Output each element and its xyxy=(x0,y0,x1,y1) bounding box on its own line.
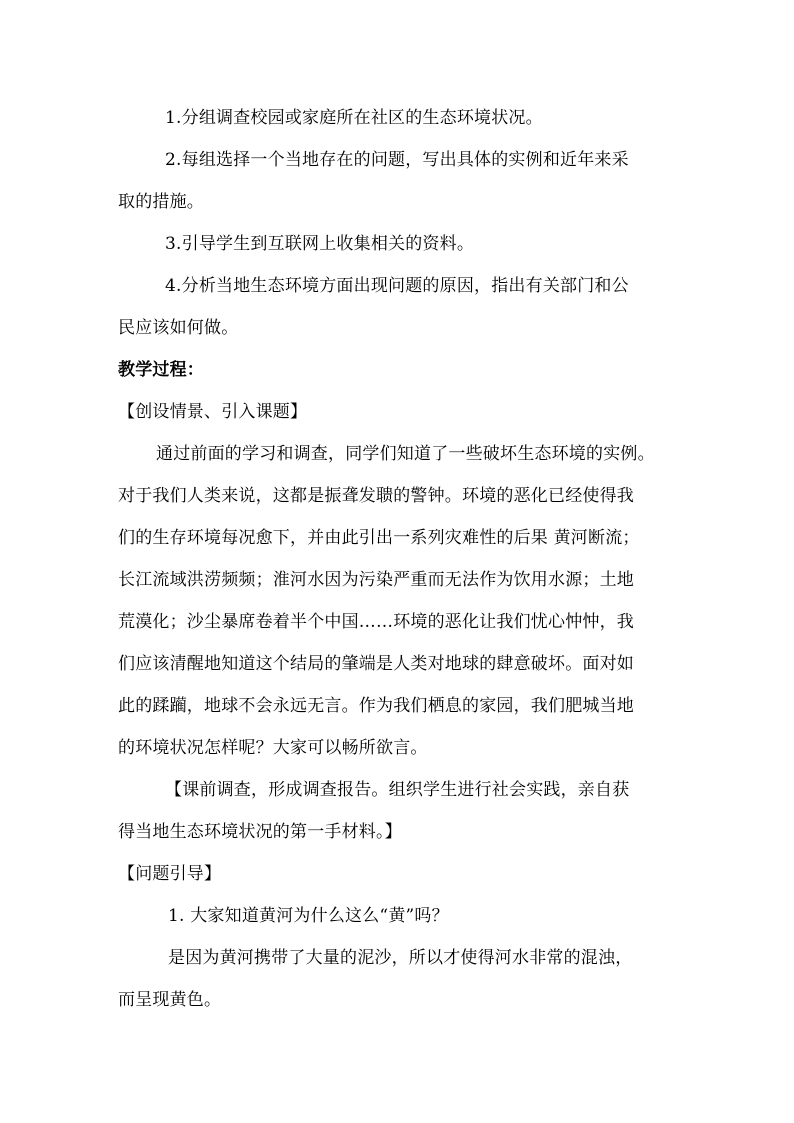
guide-question: 1. 大家知道黄河为什么这么“黄”吗？ xyxy=(168,906,449,926)
intro-paragraph-line: 们的生存环境每况愈下，并由此引出一系列灾难性的后果 黄河断流； xyxy=(118,528,640,548)
heading-teaching-process: 教学过程： xyxy=(118,360,204,380)
survey-note-line1: 【课前调查，形成调查报告。组织学生进行社会实践，亲自获 xyxy=(165,780,630,800)
list-item-4-line2: 民应该如何做。 xyxy=(118,318,239,338)
intro-paragraph-line: 此的蹂躏，地球不会永远无言。作为我们栖息的家园，我们肥城当地 xyxy=(118,696,634,716)
list-item-3: 3.引导学生到互联网上收集相关的资料。 xyxy=(165,234,475,254)
section-intro-heading: 【创设情景、引入课题】 xyxy=(118,402,308,422)
intro-paragraph-line: 荒漠化；沙尘暴席卷着半个中国……环境的恶化让我们忧心忡忡，我 xyxy=(118,612,634,632)
intro-paragraph-line: 长江流域洪涝频频；淮河水因为污染严重而无法作为饮用水源；土地 xyxy=(118,570,634,590)
section-guide-heading: 【问题引导】 xyxy=(118,864,222,884)
intro-paragraph-line: 的环境状况怎样呢？大家可以畅所欲言。 xyxy=(118,738,428,758)
list-item-2-line2: 取的措施。 xyxy=(118,192,204,212)
list-item-1: 1.分组调查校园或家庭所在社区的生态环境状况。 xyxy=(165,108,543,128)
guide-answer-line2: 而呈现黄色。 xyxy=(118,990,222,1010)
intro-paragraph-line: 们应该清醒地知道这个结局的肇端是人类对地球的肆意破坏。面对如 xyxy=(118,654,634,674)
intro-paragraph-line: 通过前面的学习和调查，同学们知道了一些破坏生态环境的实例。 xyxy=(156,444,655,464)
list-item-4-line1: 4.分析当地生态环境方面出现问题的原因，指出有关部门和公 xyxy=(165,276,629,296)
guide-answer-line1: 是因为黄河携带了大量的泥沙，所以才使得河水非常的混浊， xyxy=(168,948,633,968)
list-item-2-line1: 2.每组选择一个当地存在的问题，写出具体的实例和近年来采 xyxy=(165,150,629,170)
survey-note-line2: 得当地生态环境状况的第一手材料。】 xyxy=(118,822,402,842)
intro-paragraph-line: 对于我们人类来说，这都是振聋发聩的警钟。环境的恶化已经使得我 xyxy=(118,486,634,506)
